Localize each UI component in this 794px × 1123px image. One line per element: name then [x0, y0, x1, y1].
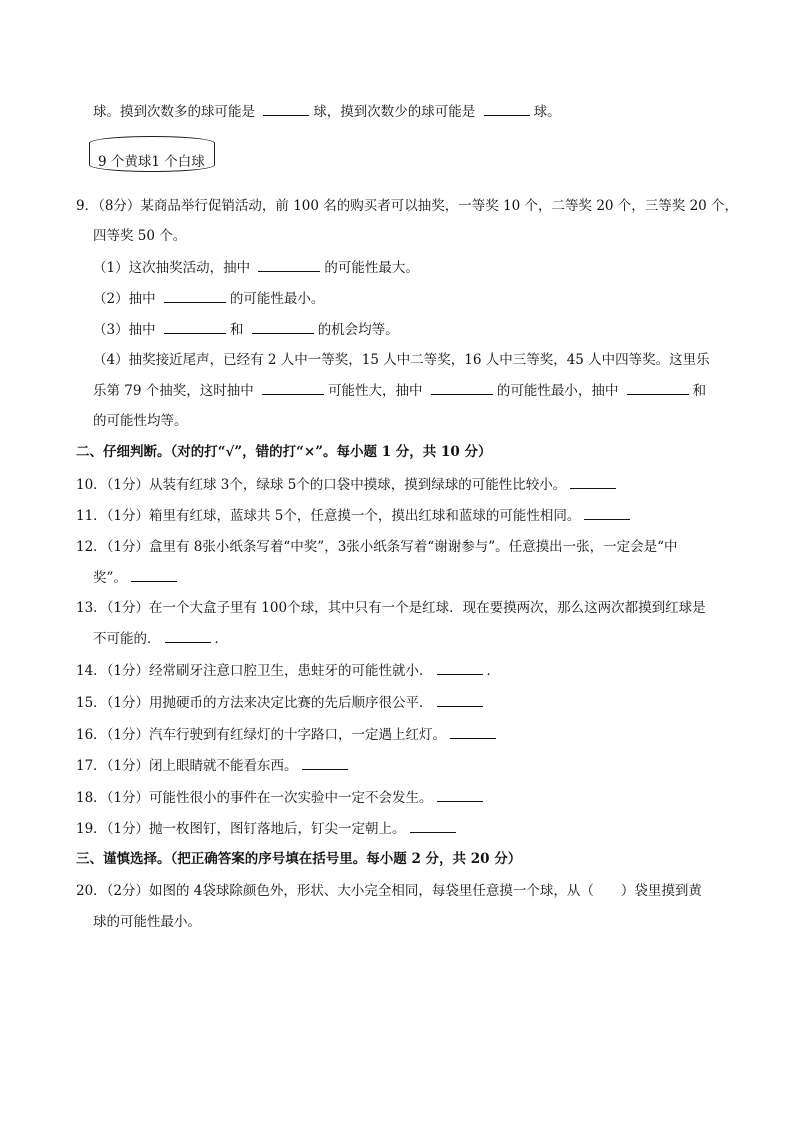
q9-sub4-line2: 乐第 79 个抽奖，这时抽中 可能性大，抽中 的可能性最小，抽中 和: [93, 380, 706, 401]
answer-blank[interactable]: [252, 319, 314, 334]
answer-blank[interactable]: [131, 567, 177, 582]
q16: 16．（1分）汽车行驶到有红绿灯的十字路口，一定遇上红灯。: [76, 724, 500, 745]
q14: 14．（1分）经常刷牙注意口腔卫生，患蛀牙的可能性就小． ．: [76, 660, 500, 681]
answer-blank[interactable]: [484, 101, 530, 116]
section3-heading: 三、谨慎选择。（把正确答案的序号填在括号里。每小题 2 分，共 20 分）: [76, 851, 522, 867]
q9-line2: 四等奖 50 个。: [93, 228, 187, 244]
answer-blank[interactable]: [164, 319, 226, 334]
q9-sub1: （1）这次抽奖活动，抽中 的可能性最大。: [93, 257, 419, 278]
q20-line1: 20．（2分）如图的 4袋球除颜色外，形状、大小完全相同，每袋里任意摸一个球，从（ ）袋里摸到黄: [76, 883, 702, 899]
q13-line1: 13．（1分）在一个大盒子里有 100个球，其中只有一个是红球．现在要摸两次，那么这两次都摸到红球是: [76, 600, 706, 616]
answer-blank[interactable]: [431, 380, 493, 395]
answer-blank[interactable]: [258, 257, 320, 272]
q12-line2: 奖”。: [93, 567, 181, 588]
q8-text-c: 球。: [533, 104, 561, 120]
q8-tail-line: [93, 101, 561, 122]
answer-blank[interactable]: [165, 628, 211, 643]
q10: 10．（1分）从装有红球 3个，绿球 5个的口袋中摸球，摸到绿球的可能性比较小。: [76, 474, 620, 495]
q17: 17．（1分）闭上眼睛就不能看东西。: [76, 755, 352, 776]
q11: 11．（1分）箱里有红球，蓝球共 5个，任意摸一个，摸出红球和蓝球的可能性相同。: [76, 505, 634, 526]
q13-line2: 不可能的． ．: [93, 628, 228, 649]
answer-blank[interactable]: [437, 660, 483, 675]
q9-sub3: （3）抽中 和 的机会均等。: [93, 319, 399, 340]
q15: 15．（1分）用抛硬币的方法来决定比赛的先后顺序很公平．: [76, 692, 487, 713]
q9-sub2: （2）抽中 的可能性最小。: [93, 288, 324, 309]
q8-text-a: 球。摸到次数多的球可能是: [93, 104, 260, 120]
answer-blank[interactable]: [437, 787, 483, 802]
q9-line1: 9．（8分）某商品举行促销活动，前 100 名的购买者可以抽奖，一等奖 10 个，二等奖 20 个，三等奖 20 个，: [76, 198, 739, 214]
answer-blank[interactable]: [627, 380, 689, 395]
answer-blank[interactable]: [262, 380, 324, 395]
q19: 19．（1分）抛一枚图钉，图钉落地后，钉尖一定朝上。: [76, 818, 460, 839]
ball-bag-figure: [89, 136, 215, 172]
q9-sub4-line1: （4）抽奖接近尾声，已经有 2 人中一等奖，15 人中二等奖，16 人中三等奖，45 人中四等奖。这里乐: [93, 352, 710, 368]
answer-blank[interactable]: [263, 101, 309, 116]
answer-blank[interactable]: [164, 288, 226, 303]
answer-blank[interactable]: [437, 692, 483, 707]
q9-sub4-line3: 的可能性均等。: [93, 413, 188, 429]
q18: 18．（1分）可能性很小的事件在一次实验中一定不会发生。: [76, 787, 487, 808]
q20-line2: 球的可能性最小。: [93, 914, 201, 930]
ball-bag-label: 9 个黄球1 个白球: [98, 154, 205, 170]
answer-blank[interactable]: [302, 755, 348, 770]
q8-text-b: 球，摸到次数少的球可能是: [313, 104, 480, 120]
answer-blank[interactable]: [584, 505, 630, 520]
answer-blank[interactable]: [570, 474, 616, 489]
answer-blank[interactable]: [410, 818, 456, 833]
section2-heading: 二、仔细判断。（对的打“√”，错的打“×”。每小题 1 分，共 10 分）: [76, 444, 492, 460]
answer-blank[interactable]: [450, 724, 496, 739]
q12-line1: 12．（1分）盒里有 8张小纸条写着“中奖”，3张小纸条写着“谢谢参与”。任意摸出一张，一定会是“中: [76, 539, 678, 555]
